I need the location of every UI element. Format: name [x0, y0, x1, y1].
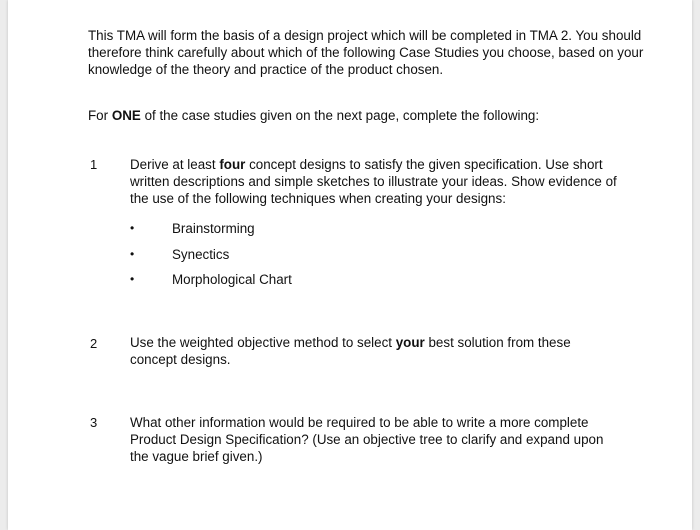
- item-1-post: concept designs to satisfy the given specification. Use short written descriptions and simple sketches to illustrate your ideas. Show evidence of the use of the following techniques when creating your designs:: [130, 157, 617, 206]
- item-number-3: 3: [90, 415, 98, 430]
- bullet-text-synectics: Synectics: [172, 247, 230, 262]
- item-number-2: 2: [90, 336, 98, 351]
- item-text-1: [130, 156, 625, 207]
- item-2-pre: Use the weighted objective method to select: [130, 335, 396, 350]
- instruction-emphasis: ONE: [111, 108, 141, 123]
- item-1-emphasis: four: [219, 157, 246, 172]
- intro-paragraph: This TMA will form the basis of a design project which will be completed in TMA 2. You should therefore think carefully about which of the following Case Studies you choose, based on your knowledge of the theory and practice of the product chosen.: [88, 28, 644, 77]
- instruction-post: of the case studies given on the next page, complete the following:: [140, 108, 540, 123]
- instruction-pre: For: [88, 108, 112, 123]
- bullet-text-morphological-chart: Morphological Chart: [172, 272, 292, 287]
- bullet-2: •: [130, 247, 135, 261]
- item-1-pre: Derive at least: [130, 157, 220, 172]
- bullet-1: •: [130, 221, 135, 235]
- instruction-paragraph: [88, 107, 648, 124]
- item-text-3: What other information would be required to be able to write a more complete Product Design Specification? (Use an objective tree to clarify and expand upon the vague brief given.): [130, 415, 604, 464]
- bullet-3: •: [130, 272, 135, 286]
- item-2-post: best solution from these concept designs.: [130, 335, 571, 367]
- item-number-1: 1: [90, 157, 98, 172]
- item-text-2: [130, 334, 600, 368]
- bullet-text-brainstorming: Brainstorming: [172, 221, 255, 236]
- document-page: [8, 0, 692, 530]
- item-2-emphasis: your: [395, 335, 425, 350]
